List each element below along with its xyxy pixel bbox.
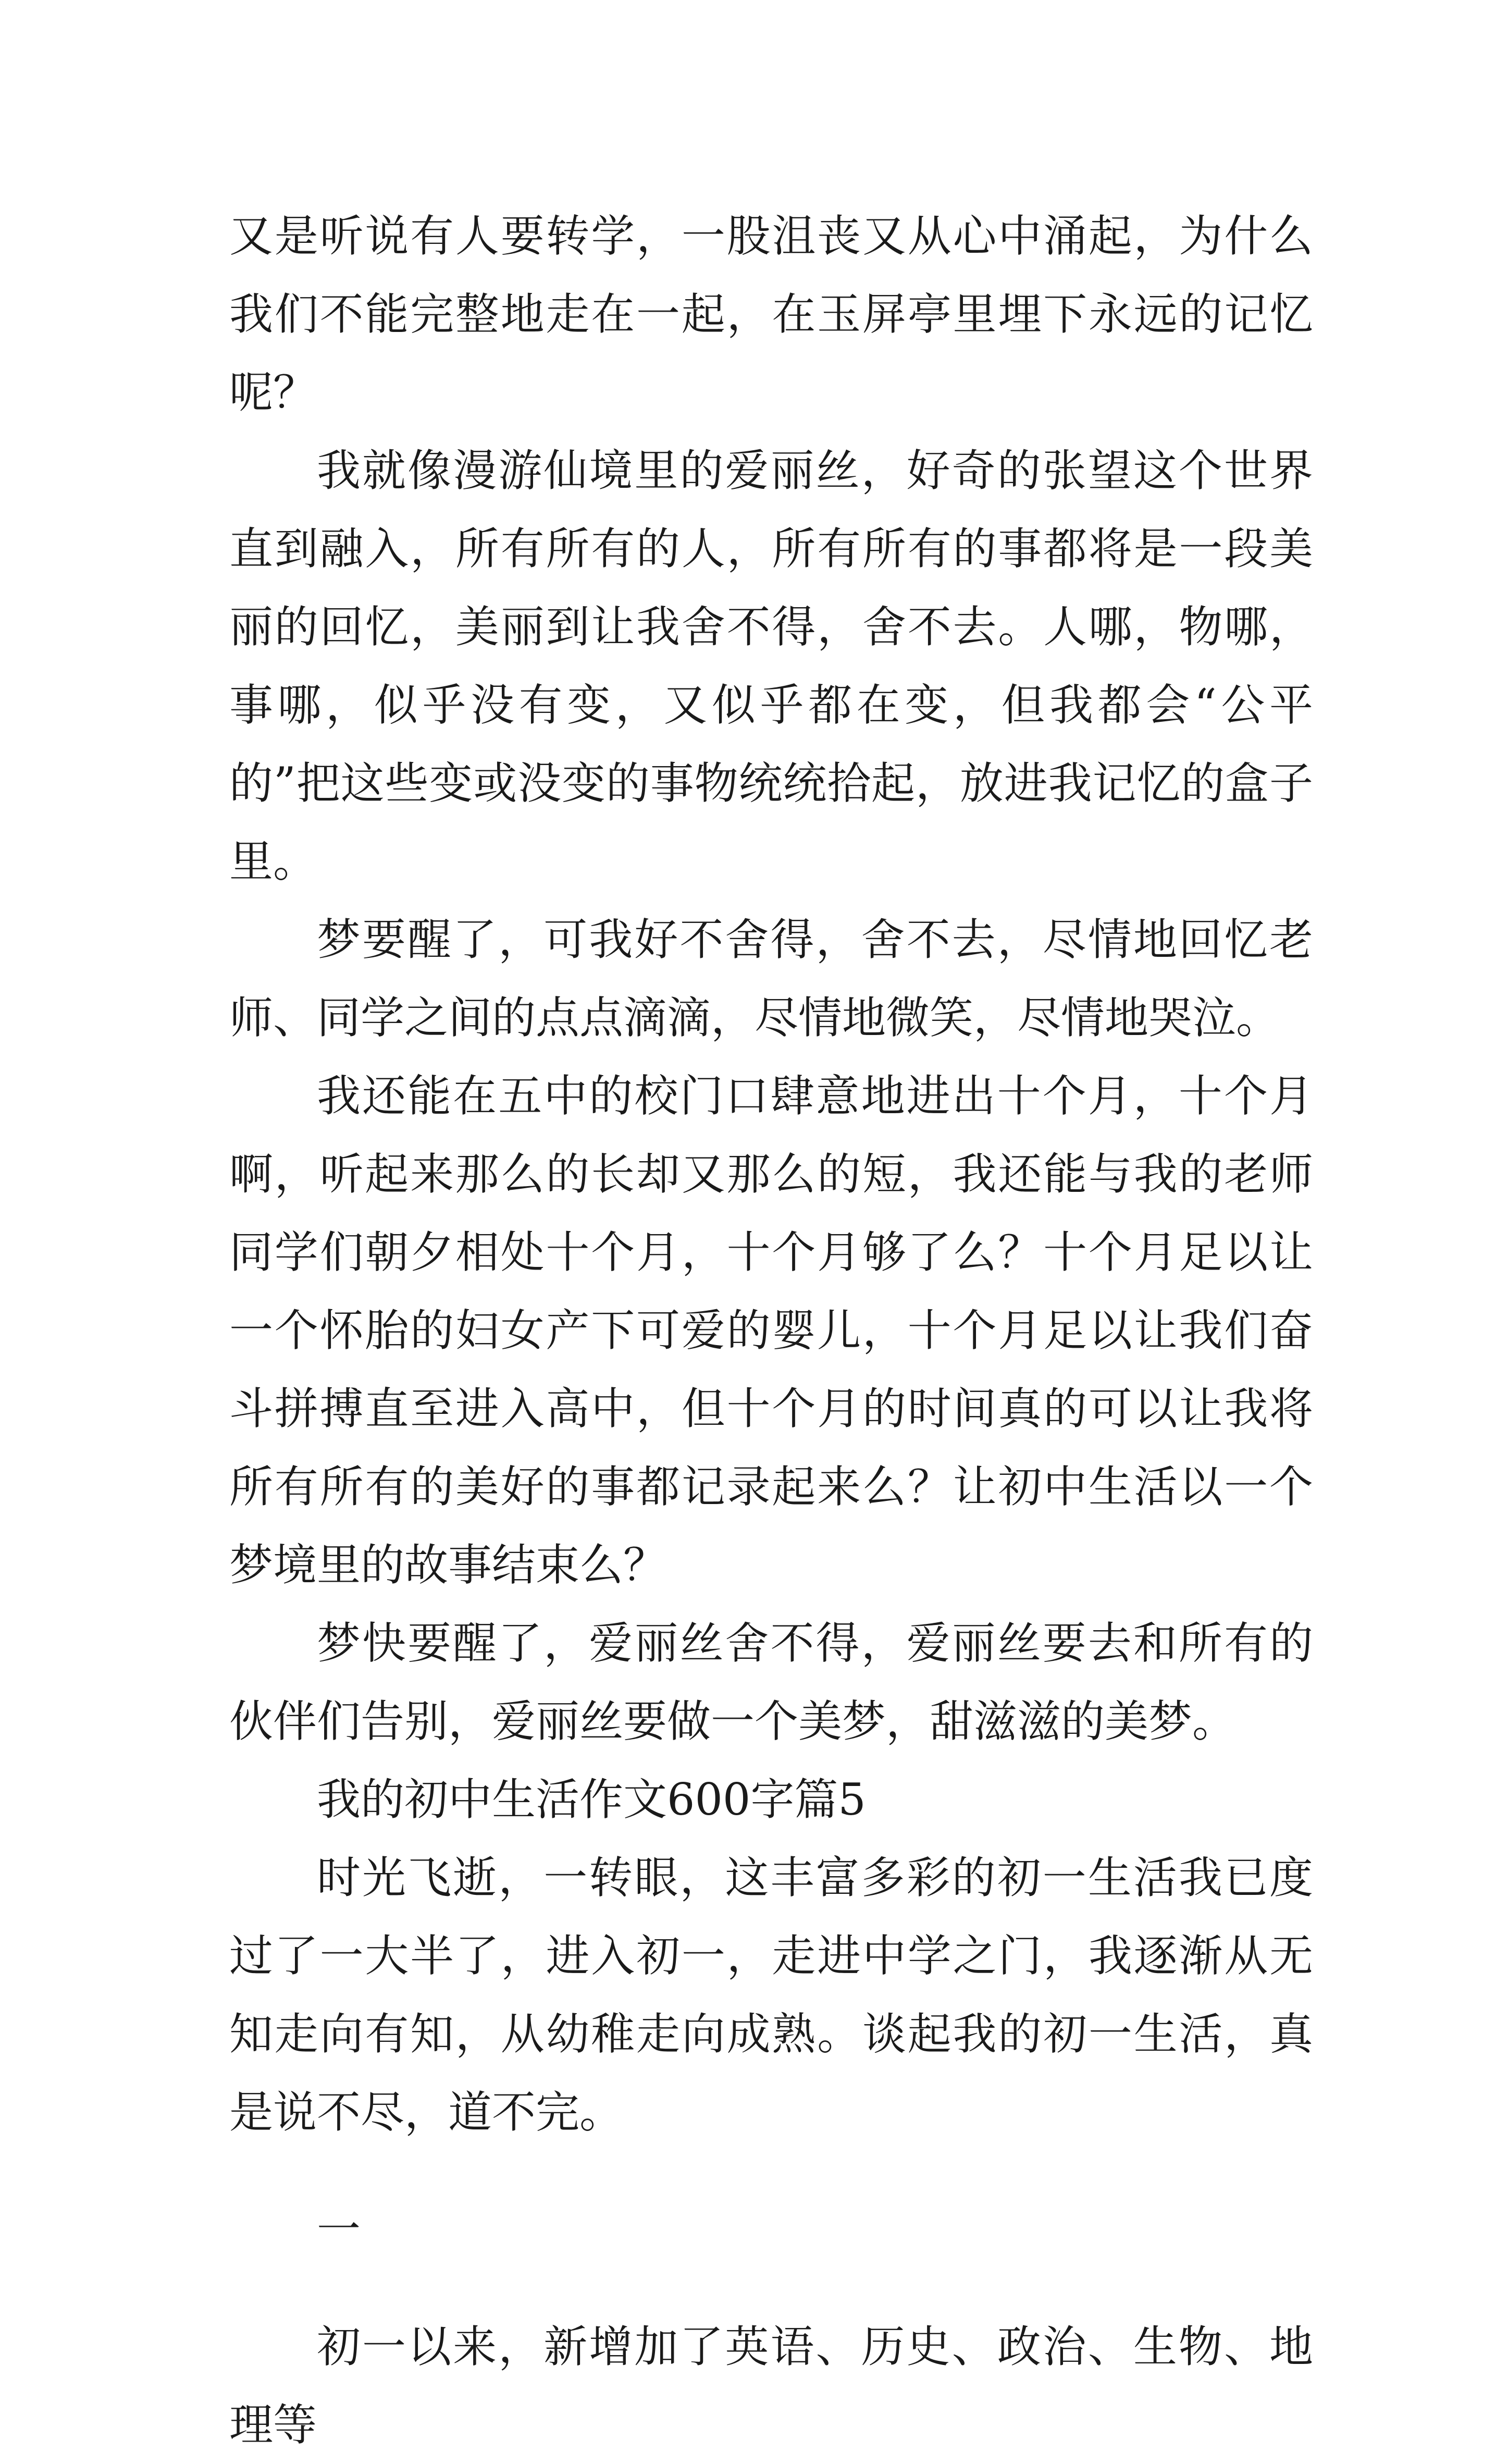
section-number: 一 [317,2204,361,2255]
paragraph: 初一以来，新增加了英语、历史、政治、生物、地理等 [229,2321,1313,2450]
paragraph-gap [229,2269,1313,2308]
paragraph: 梦要醒了，可我好不舍得，舍不去，尽情地回忆老师、同学之间的点点滴滴，尽情地微笑，尽情地哭泣。 [229,914,1313,1043]
paragraph: 时光飞逝，一转眼，这丰富多彩的初一生活我已度过了一大半了，进入初一，走进中学之门，我逐渐从无知走向有知，从幼稚走向成熟。谈起我的初一生活，真是说不尽，道不完。 [229,1852,1313,2138]
section-heading: 我的初中生活作文600字篇5 [317,1774,866,1825]
paragraph: 又是听说有人要转学，一股沮丧又从心中涌起，为什么我们不能完整地走在一起，在玉屏亭里埋下永远的记忆呢？ [229,211,1313,418]
paragraph: 梦快要醒了，爱丽丝舍不得，爱丽丝要去和所有的伙伴们告别，爱丽丝要做一个美梦，甜滋滋的美梦。 [229,1618,1313,1747]
paragraph-gap [229,2151,1313,2190]
paragraph: 我就像漫游仙境里的爱丽丝，好奇的张望这个世界直到融入，所有所有的人，所有所有的事都将是一段美丽的回忆，美丽到让我舍不得，舍不去。人哪，物哪，事哪，似乎没有变，又似乎都在变，但我都会“公平的”把这些变或没变的事物统统拾起，放进我记忆的盒子里。 [229,445,1313,887]
paragraph: 我还能在五中的校门口肆意地进出十个月，十个月啊，听起来那么的长却又那么的短，我还能与我的老师同学们朝夕相处十个月，十个月够了么？十个月足以让一个怀胎的妇女产下可爱的婴儿，十个月足以让我们奋斗拼搏直至进入高中，但十个月的时间真的可以让我将所有所有的美好的事都记录起来么？让初中生活以一个梦境里的故事结束么？ [229,1070,1313,1591]
document-body [229,197,1313,2464]
